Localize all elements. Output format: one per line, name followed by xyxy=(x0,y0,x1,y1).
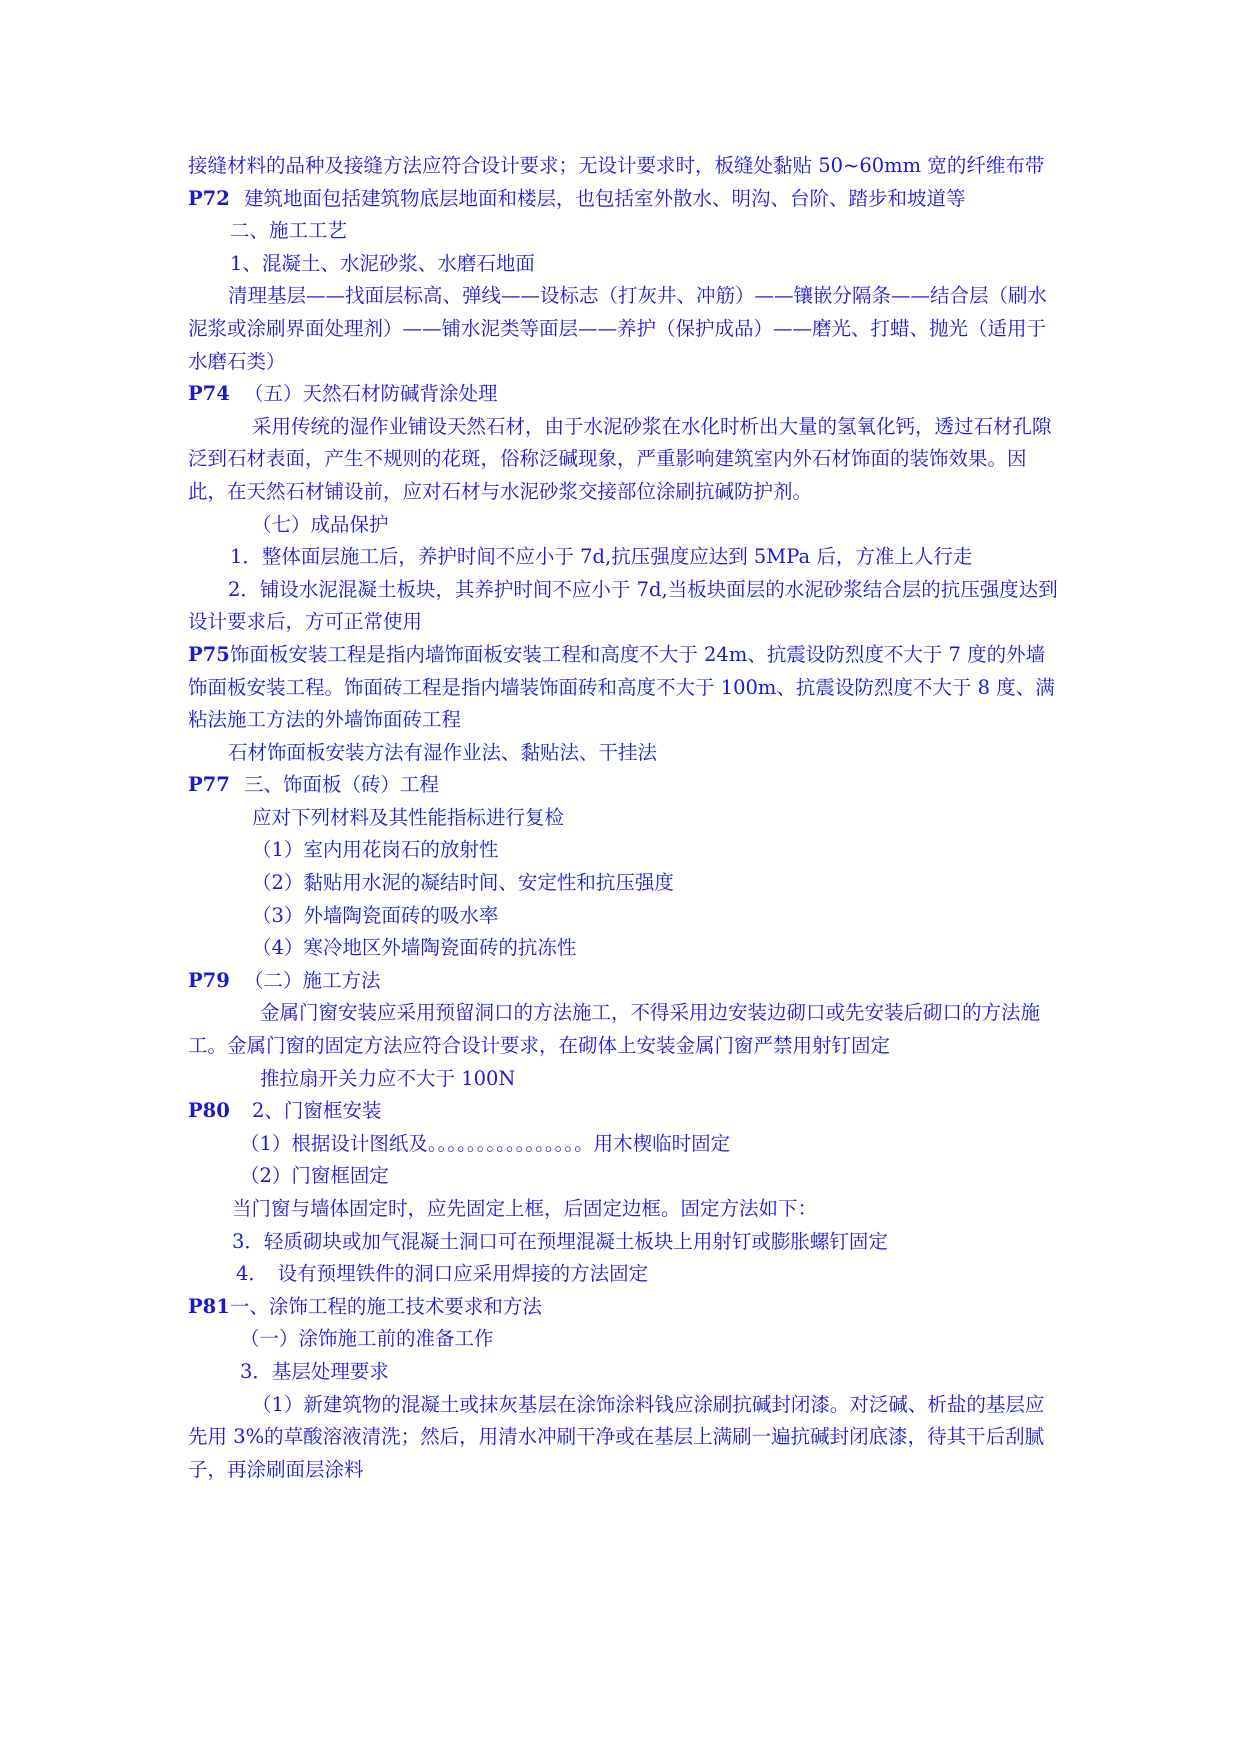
list-item: （4）寒冷地区外墙陶瓷面砖的抗冻性 xyxy=(252,936,577,960)
heading-product-protection: （七）成品保护 xyxy=(252,512,389,536)
para-text: 建筑地面包括建筑物底层地面和楼层，也包括室外散水、明沟、台阶、踏步和坡道等 xyxy=(244,186,966,210)
page-ref: P81 xyxy=(188,1294,230,1318)
page-ref: P74 xyxy=(188,382,230,406)
para-seam-material: 接缝材料的品种及接缝方法应符合设计要求；无设计要求时，板缝处黏贴 50~60mm 宽的纤维布带 xyxy=(188,154,1045,177)
para-protection-2: 2．铺设水泥混凝土板块，其养护时间不应小于 7d,当板块面层的水泥砂浆结合层的抗压强度达到设计要求后，方可正常使用 xyxy=(188,577,1058,634)
heading-base-treatment: 3．基层处理要求 xyxy=(240,1359,389,1383)
heading-preparation: （一）涂饰施工前的准备工作 xyxy=(240,1327,494,1351)
para-p77 xyxy=(188,769,1058,802)
para-process-flow: 清理基层——找面层标高、弹线——设标志（打灰井、冲筋）——镶嵌分隔条——结合层（刷水泥浆或涂刷界面处理剂）——铺水泥类等面层——养护（保护成品）——磨光、打蜡、抛光（适用于水磨石类） xyxy=(188,284,1048,373)
para-recheck-intro: 应对下列材料及其性能指标进行复检 xyxy=(252,805,565,829)
para-p75 xyxy=(188,639,1058,737)
list-item: 4． 设有预埋铁件的洞口应采用焊接的方法固定 xyxy=(236,1262,649,1286)
document-body xyxy=(188,150,1058,1486)
list-item: （3）外墙陶瓷面砖的吸水率 xyxy=(252,903,499,927)
para-text: 2、门窗框安装 xyxy=(252,1099,382,1123)
para-sliding-force: 推拉扇开关力应不大于 100N xyxy=(260,1066,516,1090)
list-item: （2）黏贴用水泥的凝结时间、安定性和抗压强度 xyxy=(252,871,674,895)
page-ref: P80 xyxy=(188,1099,230,1123)
para-text: 饰面板安装工程是指内墙饰面板安装工程和高度不大于 24m、抗震设防烈度不大于 7 度的外墙饰面板安装工程。饰面砖工程是指内墙装饰面砖和高度不大于 100m、抗震设防烈度不大于 8 度、满粘法施工方法的外墙饰面砖工程 xyxy=(188,642,1055,732)
para-metal-window: 金属门窗安装应采用预留洞口的方法施工，不得采用边安装边砌口或先安装后砌口的方法施工。金属门窗的固定方法应符合设计要求，在砌体上安装金属门窗严禁用射钉固定 xyxy=(188,1001,1041,1058)
heading-construction-process: 二、施工工艺 xyxy=(230,219,348,243)
para-fixing-order: 当门窗与墙体固定时，应先固定上框，后固定边框。固定方法如下： xyxy=(232,1197,818,1220)
list-item: （2）门窗框固定 xyxy=(240,1164,389,1188)
page-ref: P75 xyxy=(188,642,230,666)
para-p80 xyxy=(188,1095,1058,1128)
page-ref: P77 xyxy=(188,773,230,797)
list-item: （1）根据设计图纸及。。。。。。。。。。。。。。。。用木楔临时固定 xyxy=(240,1131,731,1155)
para-text: （五）天然石材防碱背涂处理 xyxy=(244,382,498,406)
list-item: 3．轻质砌块或加气混凝土洞口可在预埋混凝土板块上用射钉或膨胀螺钉固定 xyxy=(232,1229,888,1253)
para-stone-install-methods: 石材饰面板安装方法有湿作业法、黏贴法、干挂法 xyxy=(228,740,658,764)
para-p74 xyxy=(188,378,1058,411)
para-text: 一、涂饰工程的施工技术要求和方法 xyxy=(229,1294,542,1318)
para-protection-1: 1．整体面层施工后，养护时间不应小于 7d,抗压强度应达到 5MPa 后，方准上人行走 xyxy=(230,545,973,569)
para-p81 xyxy=(188,1291,1058,1324)
page-ref: P72 xyxy=(188,186,230,210)
page-ref: P79 xyxy=(188,968,230,992)
para-p72 xyxy=(188,183,1058,216)
para-base-treatment: （1）新建筑物的混凝土或抹灰基层在涂饰涂料钱应涂刷抗碱封闭漆。对泛碱、析盐的基层应先用 3%的草酸溶液清洗；然后，用清水冲刷干净或在基层上满刷一遍抗碱封闭底漆，待其干后刮腻子，再涂刷面层涂料 xyxy=(188,1392,1045,1481)
heading-concrete-floor: 1、混凝土、水泥砂浆、水磨石地面 xyxy=(230,251,535,275)
para-stone-alkali: 采用传统的湿作业铺设天然石材，由于水泥砂浆在水化时析出大量的氢氧化钙，透过石材孔隙泛到石材表面，产生不规则的花斑，俗称泛碱现象，严重影响建筑室内外石材饰面的装饰效果。因此，在天然石材铺设前，应对石材与水泥砂浆交接部位涂刷抗碱防护剂。 xyxy=(188,414,1052,503)
para-text: （二）施工方法 xyxy=(244,968,381,992)
para-p79 xyxy=(188,965,1058,998)
para-text: 三、饰面板（砖）工程 xyxy=(244,773,440,797)
list-item: （1）室内用花岗石的放射性 xyxy=(252,838,499,862)
